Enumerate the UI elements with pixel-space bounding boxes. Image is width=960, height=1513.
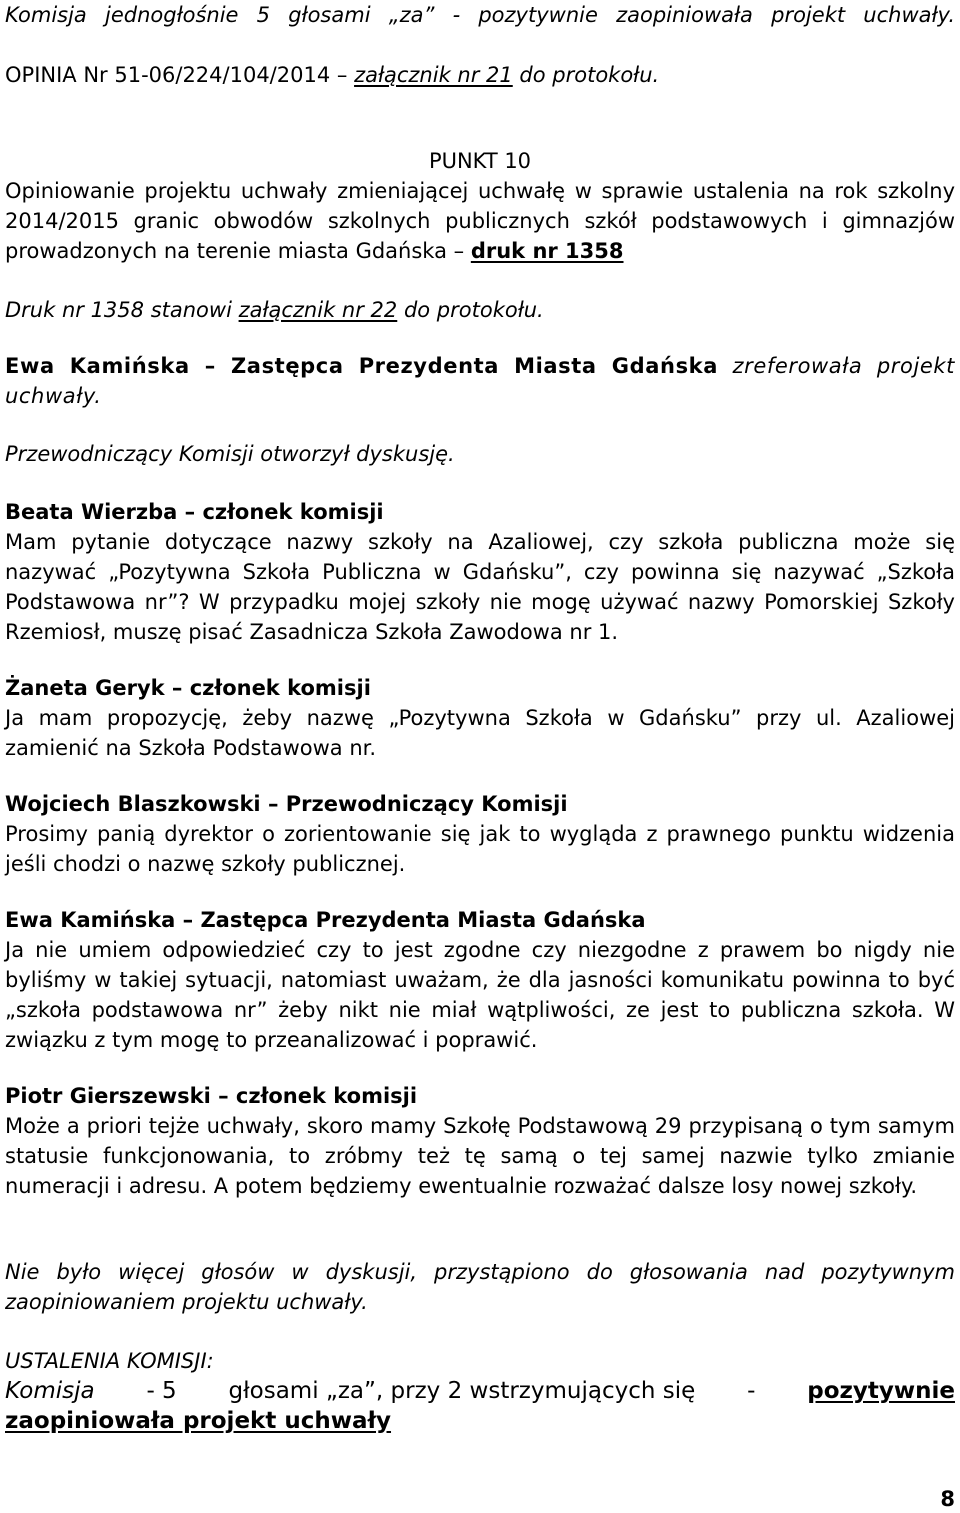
vote-result: zaopiniowała projekt uchwały <box>5 1408 392 1434</box>
vote-subject: Komisja <box>5 1378 95 1404</box>
druk-note-suffix: do protokołu. <box>397 298 544 322</box>
druk-attachment-note <box>5 295 955 325</box>
vote-count: - 5 <box>146 1378 177 1404</box>
statement-text: Prosimy panią dyrektor o zorientowanie się jak to wygląda z prawnego punktu widzenia jeśli chodzi o nazwę szkoły publicznej. <box>5 822 955 876</box>
statement-speaker: Wojciech Blaszkowski – Przewodniczący Komisji <box>5 792 568 816</box>
attachment-link-22[interactable]: załącznik nr 22 <box>238 298 398 322</box>
punkt-label: PUNKT 10 <box>428 149 532 173</box>
statement-speaker: Ewa Kamińska – Zastępca Prezydenta Miasta Gdańska <box>5 908 646 932</box>
findings-label: USTALENIA KOMISJI: <box>5 1349 214 1373</box>
statement-5 <box>5 1081 955 1201</box>
final-vote <box>5 1376 955 1436</box>
statement-text: Mam pytanie dotyczące nazwy szkoły na Azaliowej, czy szkoła publiczna może się nazywać „Pozytywna Szkoła Publiczna w Gdańsku”, czy powinna się nazywać „Szkoła Podstawowa nr”? W przypadku mojej szkoły nie mogę używać nazwy Pomorskiej Szkoły Rzemiosł, muszę pisać Zasadnicza Szkoła Zawodowa nr 1. <box>5 530 955 644</box>
vote-dash: - <box>747 1378 756 1404</box>
statement-text: Może a priori tejże uchwały, skoro mamy Szkołę Podstawową 29 przypisaną o tym samym statusie funkcjonowania, to zróbmy też tę samą o tej samej nazwie tylko zmianie numeracji i adresu. A potem będziemy ewentualnie rozważać dalsze losy nowej szkoły. <box>5 1114 955 1198</box>
page-number: 8 <box>940 1487 955 1511</box>
statement-3 <box>5 789 955 879</box>
statement-speaker: Beata Wierzba – członek komisji <box>5 500 384 524</box>
statement-4 <box>5 905 955 1055</box>
statement-1 <box>5 497 955 647</box>
druk-link[interactable]: druk nr 1358 <box>470 239 624 263</box>
agenda-title-text: Opiniowanie projektu uchwały zmieniającej uchwałę w sprawie ustalenia na rok szkolny 2014/2015 granic obwodów szkolnych publicznych szkół podstawowych i gimnazjów prowadzonych na terenie miasta Gdańska – <box>5 179 955 263</box>
referral <box>5 351 955 411</box>
statement-text: Ja nie umiem odpowiedzieć czy to jest zgodne czy niezgodne z prawem bo nigdy nie byliśmy w takiej sytuacji, natomiast uważam, że dla jasności komunikatu powinna to być „szkoła podstawowa nr” żeby nikt nie miał wątpliwości, ze jest to publiczna szkoła. W związku z tym mogę to przeanalizować i poprawić. <box>5 938 955 1052</box>
opinion-reference <box>5 60 955 90</box>
discussion-closed-text: Nie było więcej głosów w dyskusji, przystąpiono do głosowania nad pozytywnym zaopiniowaniem projektu uchwały. <box>5 1260 955 1314</box>
discussion-closed <box>5 1257 955 1317</box>
intro-result-text: Komisja jednogłośnie 5 głosami „za” - pozytywnie zaopiniowała projekt uchwały. <box>5 3 955 27</box>
vote-details: głosami „za”, przy 2 wstrzymujących się <box>228 1378 696 1404</box>
commission-findings-heading <box>5 1346 955 1376</box>
final-vote-line <box>5 1376 955 1406</box>
attachment-link-21[interactable]: załącznik nr 21 <box>354 63 513 87</box>
statement-speaker: Piotr Gierszewski – członek komisji <box>5 1084 418 1108</box>
statement-2 <box>5 673 955 763</box>
agenda-item-title <box>5 176 955 266</box>
referral-action: zreferowała projekt uchwały. <box>5 354 955 408</box>
discussion-open <box>5 439 955 469</box>
referral-speaker: Ewa Kamińska – Zastępca Prezydenta Miasta Gdańska <box>5 354 719 378</box>
opinion-number: OPINIA Nr 51-06/224/104/2014 – <box>5 63 355 87</box>
druk-note-text: Druk nr 1358 stanowi <box>5 298 239 322</box>
statement-speaker: Żaneta Geryk – członek komisji <box>5 676 371 700</box>
statement-text: Ja mam propozycję, żeby nazwę „Pozytywna Szkoła w Gdańsku” przy ul. Azaliowej zamienić na Szkoła Podstawowa nr. <box>5 706 955 760</box>
discussion-open-text: Przewodniczący Komisji otworzył dyskusję. <box>5 442 455 466</box>
vote-result-word: pozytywnie <box>807 1378 955 1404</box>
opinion-suffix: do protokołu. <box>512 63 660 87</box>
agenda-item-heading <box>5 146 955 176</box>
intro-result <box>5 0 955 30</box>
